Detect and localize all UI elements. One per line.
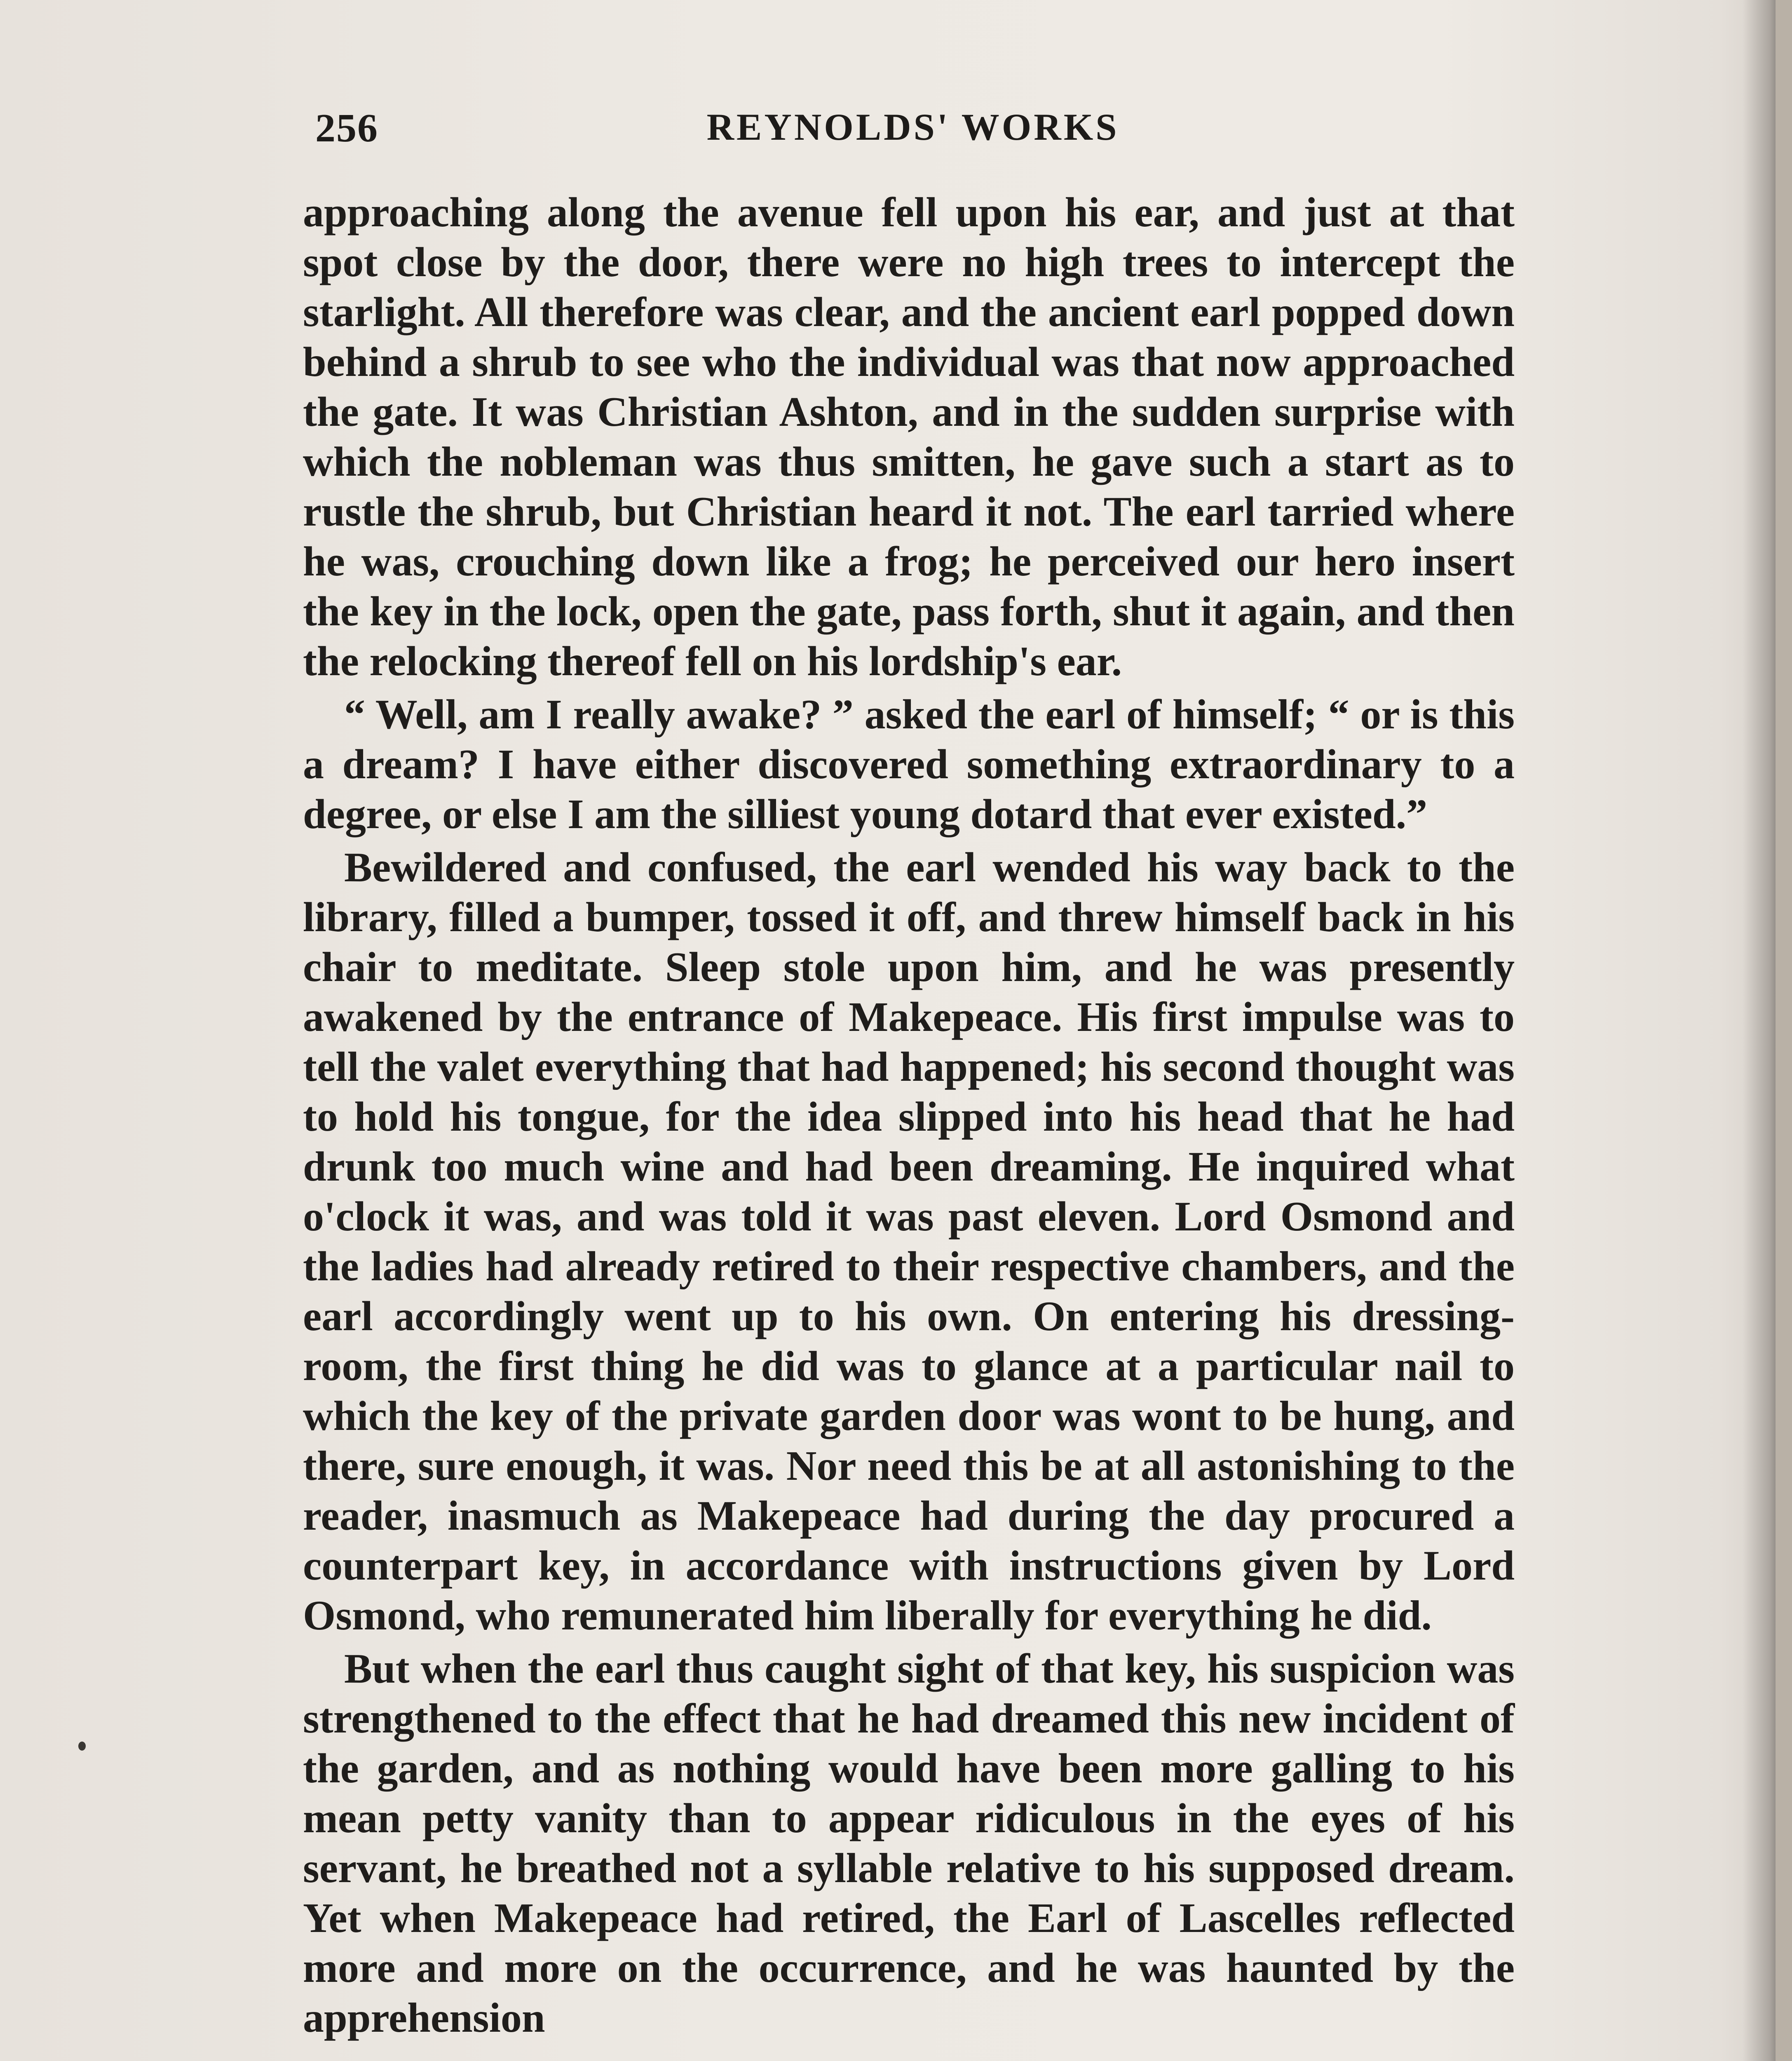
ink-speck <box>78 1742 86 1751</box>
paragraph-2: “ Well, am I really awake? ” asked the earl of himself; “ or is this a dream? I have either discovered something extraordinary to a degree, or else I am the silliest young dotard that ever existed.” <box>303 691 1515 838</box>
running-title: REYNOLDS' WORKS <box>706 106 1119 148</box>
page-number: 256 <box>315 106 378 150</box>
body-text <box>303 188 1515 2046</box>
paragraph-1: approaching along the avenue fell upon his ear, and just at that spot close by the door, there were no high trees to intercept the starlight. All therefore was clear, and the ancient earl popped down behind a shrub to see who the individual was that now approached the gate. It was Christian Ashton, and in the sudden surprise with which the nobleman was thus smitten, he gave such a start as to rustle the shrub, but Christian heard it not. The earl tarried where he was, crouching down like a frog; he perceived our hero insert the key in the lock, open the gate, pass forth, shut it again, and then the relocking thereof fell on his lordship's ear. <box>303 189 1515 685</box>
paragraph-4: But when the earl thus caught sight of that key, his suspicion was strengthened to the effect that he had dreamed this new incident of the garden, and as nothing would have been more galling to his mean petty vanity than to appear ridiculous in the eyes of his servant, he breathed not a syllable relative to his supposed dream. Yet when Makepeace had retired, the Earl of Lascelles reflected more and more on the occurrence, and he was haunted by the apprehension <box>303 1646 1515 2041</box>
running-head <box>315 105 1511 163</box>
page-edge-strip <box>1776 0 1792 2061</box>
paragraph-3: Bewildered and confused, the earl wended his way back to the library, filled a bumper, tossed it off, and threw himself back in his chair to meditate. Sleep stole upon him, and he was presently awakened by the entrance of Makepeace. His first impulse was to tell the valet everything that had happened; his second thought was to hold his tongue, for the idea slipped into his head that he had drunk too much wine and had been dreaming. He inquired what o'clock it was, and was told it was past eleven. Lord Osmond and the ladies had already retired to their respective chambers, and the earl accordingly went up to his own. On entering his dressing-room, the first thing he did was to glance at a particular nail to which the key of the private garden door was wont to be hung, and there, sure enough, it was. Nor need this be at all astonishing to the reader, inasmuch as Makepeace had during the day procured a counterpart key, in accordance with instructions given by Lord Osmond, who remunerated him liberally for everything he did. <box>303 844 1515 1639</box>
